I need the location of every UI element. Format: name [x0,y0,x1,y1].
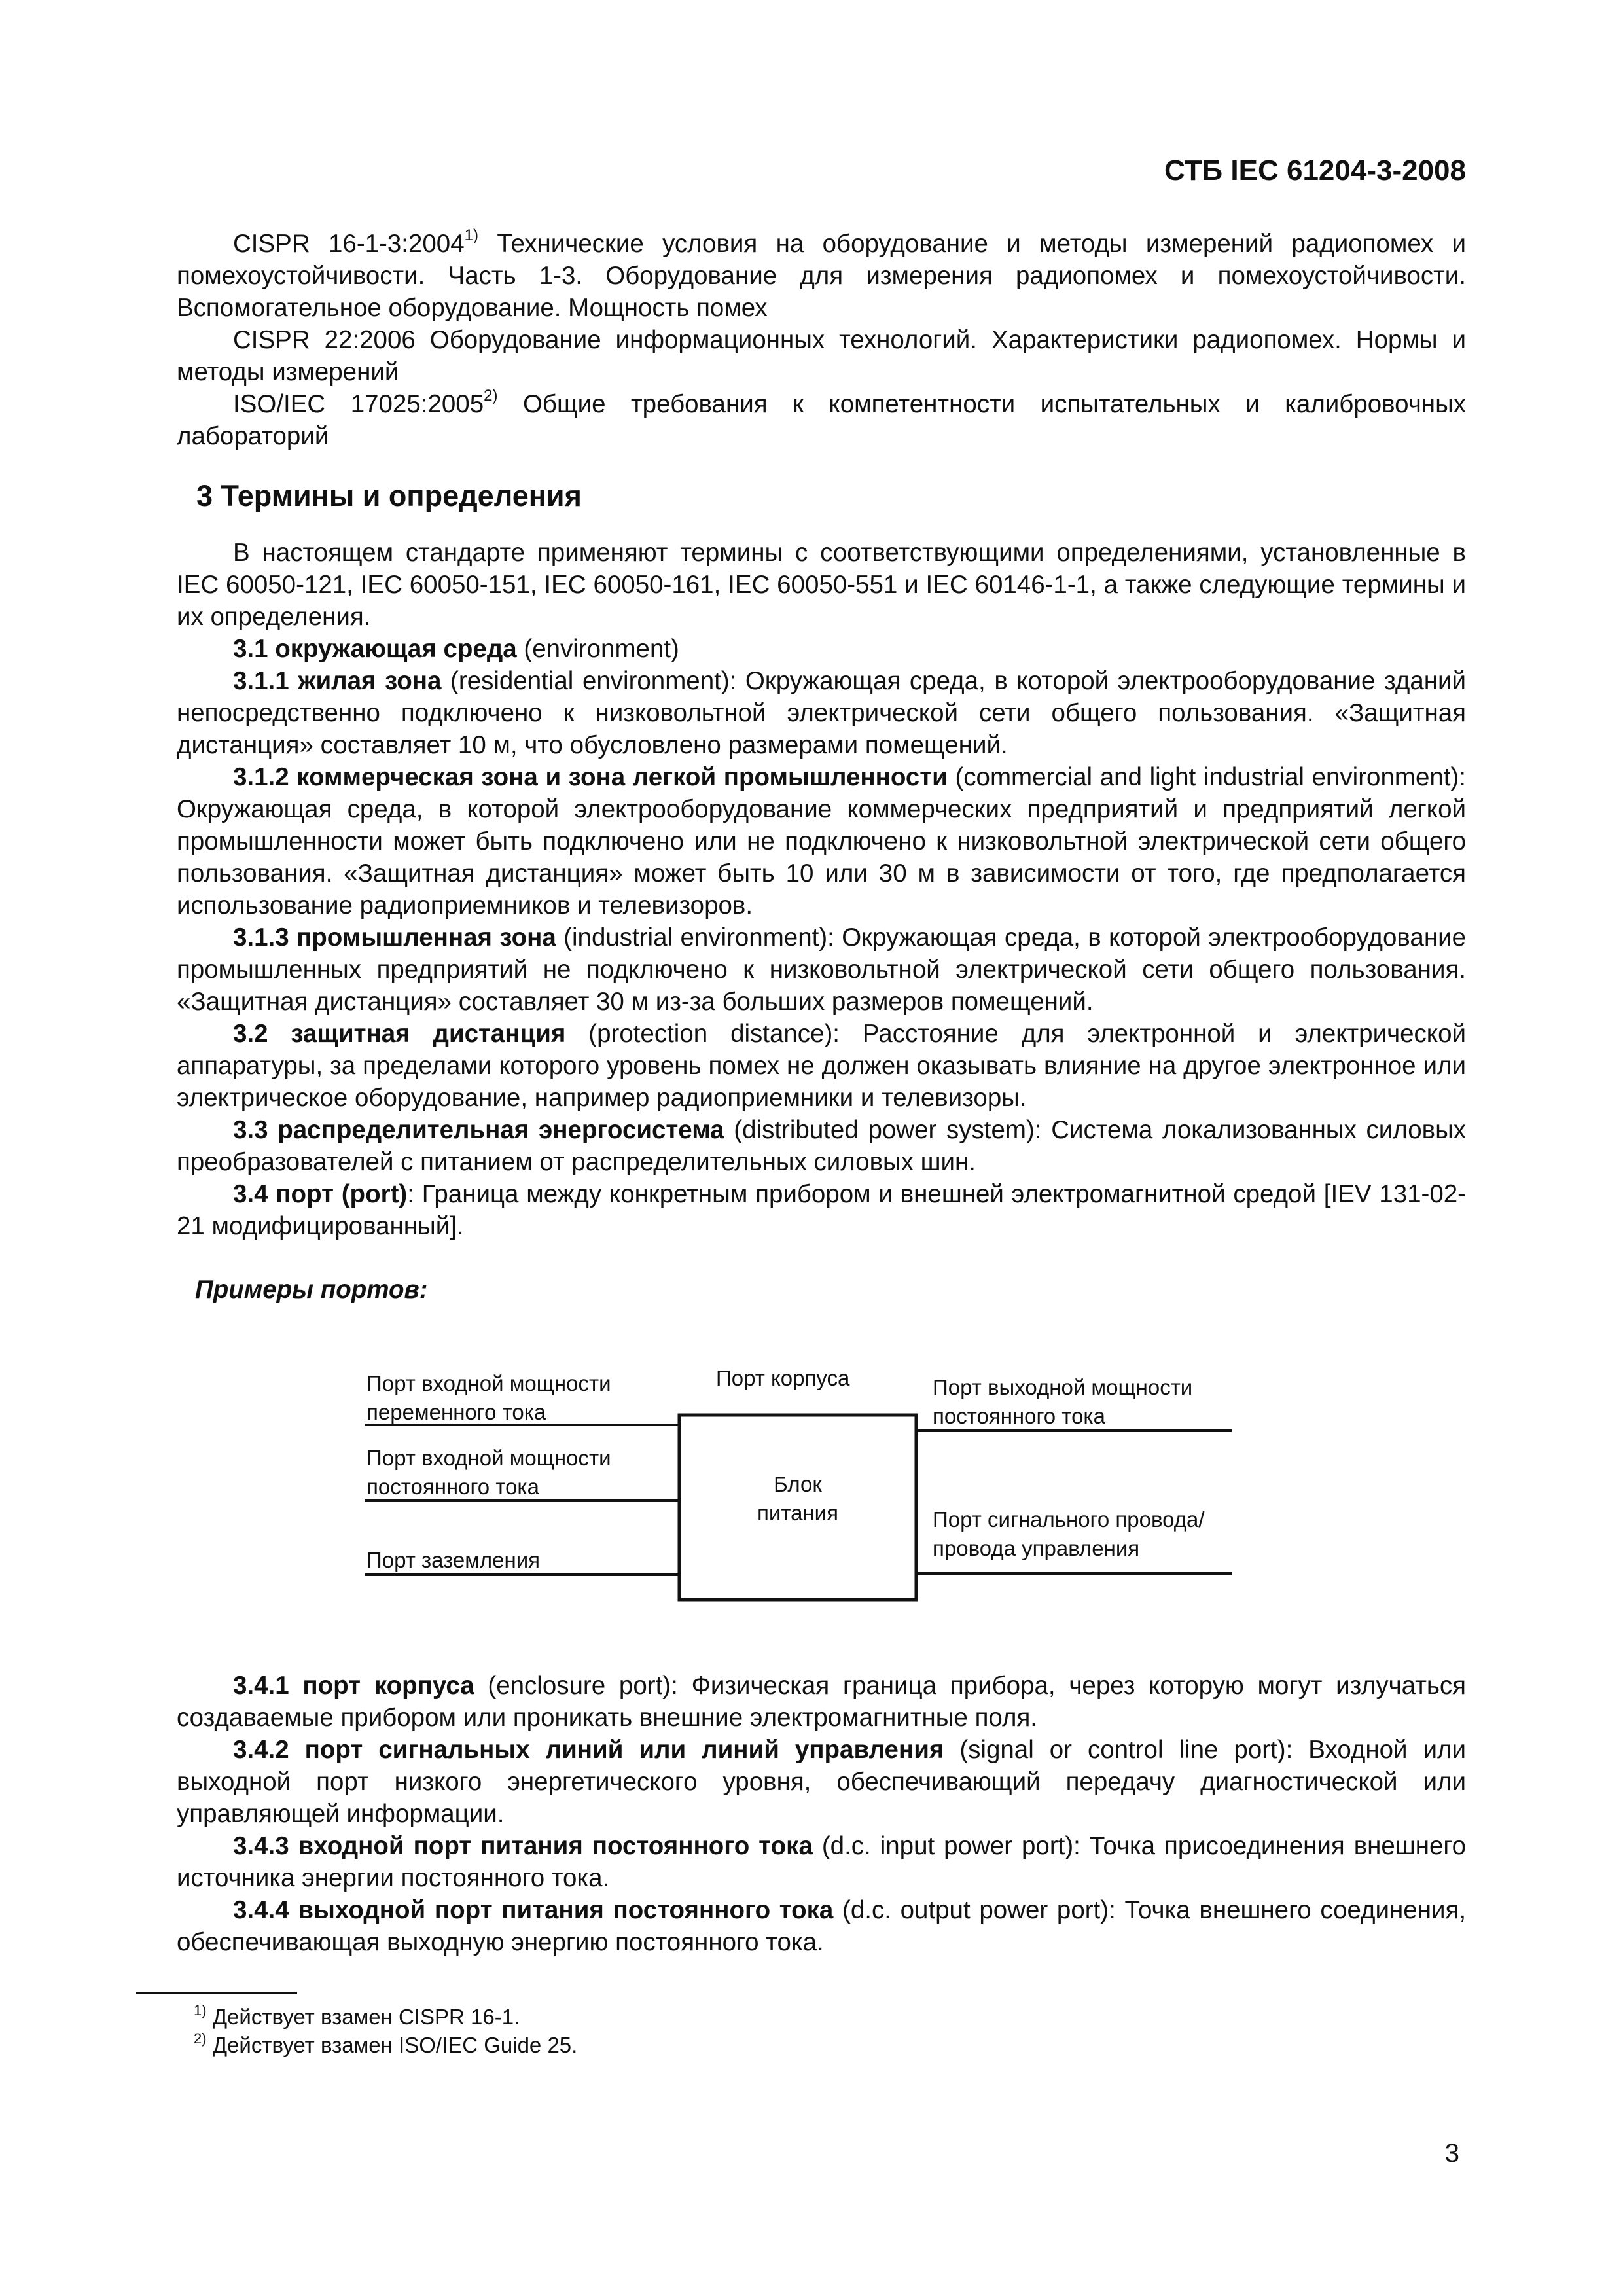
term-definition: 3.3 распределительная энергосистема (distributed power system): Система локализованных силовых преобразователей с питанием от распределительных силовых шин. [177,1116,1466,1176]
term-definition: 3.1.1 жилая зона (residential environment): Окружающая среда, в которой электрооборудование зданий непосредственно подключено к низковольтной электрической сети общего пользования. «Защитная дистанция» составляет 10 м, что обусловлено размерами помещений. [177,667,1466,759]
document-code-header: СТБ IEC 61204-3-2008 [1164,154,1466,187]
footnote-mark: 2) [484,387,498,404]
reference-item: ISO/IEC 17025:2005$^{2)}$ Общие требования к компетентности испытательных и калибровочных лабораторий [177,387,1466,450]
footnote-item: $^{2)}$ Действует взамен ISO/IEC Guide 25. [194,2030,578,2057]
footnote-separator [136,1992,297,1994]
term-definition: 3.4.2 порт сигнальных линий или линий управления (signal or control line port): Входной или выходной порт низкого энергетического уровня, обеспечивающий передачу диагностической или управляющей информации. [177,1736,1466,1828]
term-definition: 3.1.3 промышленная зона (industrial environment): Окружающая среда, в которой электрооборудование промышленных предприятий не подключено к низковольтной электрической сети общего пользования. «Защитная дистанция» составляет 30 м из-за больших размеров помещений. [177,924,1466,1016]
term-definition: 3.4.4 выходной порт питания постоянного тока (d.c. output power port): Точка внешнего соединения, обеспечивающая выходную энергию постоянного тока. [177,1896,1467,1956]
footnotes [194,2003,577,2059]
ground-label: Порт заземления [366,1548,541,1572]
dc-output-label: Порт выходной мощности постоянного тока [933,1375,1193,1428]
term-definition: 3.1.2 коммерческая зона и зона легкой промышленности (commercial and light industrial environment): Окружающая среда, в которой электрооборудование коммерческих предприятий и предприятий легкой промышленности может быть подключено или не подключено к низковольтной электрической сети общего пользования. «Защитная дистанция» может быть 10 или 30 м в зависимости от того, где предполагается использование радиоприемников и телевизоров. [177,763,1466,920]
block-label: Блок питания [757,1472,838,1525]
dc-input-label: Порт входной мощности постоянного тока [366,1446,611,1499]
term-definition: 3.4 порт (port): Граница между конкретным прибором и внешней электромагнитной средой [IEV 131-02-21 модифицированный]. [177,1180,1467,1240]
term-definition: 3.4.3 входной порт питания постоянного тока (d.c. input power port): Точка присоединения внешнего источника энергии постоянного тока. [177,1832,1466,1892]
page-number: 3 [1444,2139,1459,2168]
section-title: 3 Термины и определения [196,479,582,512]
enclosure-port-label: Порт корпуса [716,1366,850,1390]
document-body [177,228,1466,1958]
section-intro: В настоящем стандарте применяют термины с соответствующими определениями, установленные в IEC 60050-121, IEC 60050-151, IEC 60050-161, IEC 60050-551 и IEC 60146-1-1, а также следующие термины и их определения. [177,539,1466,631]
ac-input-label: Порт входной мощности переменного тока [366,1371,611,1424]
signal-port-label: Порт сигнального провода/ провода управления [933,1507,1205,1560]
term-definition: 3.1 окружающая среда (environment) [233,635,679,663]
footnote-mark: 1) [464,226,478,244]
reference-item: CISPR 22:2006 Оборудование информационных технологий. Характеристики радиопомех. Нормы и методы измерений [177,326,1466,386]
reference-item: CISPR 16-1-3:2004$^{1)}$ Технические условия на оборудование и методы измерений радиопомех и помехоустойчивости. Часть 1-3. Оборудование для измерения радиопомех и помехоустойчивости. Вспомогательное оборудование. Мощность помех [177,226,1466,322]
examples-label: Примеры портов: [195,1276,428,1304]
term-definition: 3.4.1 порт корпуса (enclosure port): Физическая граница прибора, через которую могут излучаться создаваемые прибором или проникать внешние электромагнитные поля. [177,1672,1466,1732]
term-definition: 3.2 защитная дистанция (protection distance): Расстояние для электронной и электрической аппаратуры, за пределами которого уровень помех не должен оказывать влияние на другое электронное или электрическое оборудование, например радиоприемники и телевизоры. [177,1020,1466,1112]
footnote-item: $^{1)}$ Действует взамен CISPR 16-1. [194,2002,520,2029]
